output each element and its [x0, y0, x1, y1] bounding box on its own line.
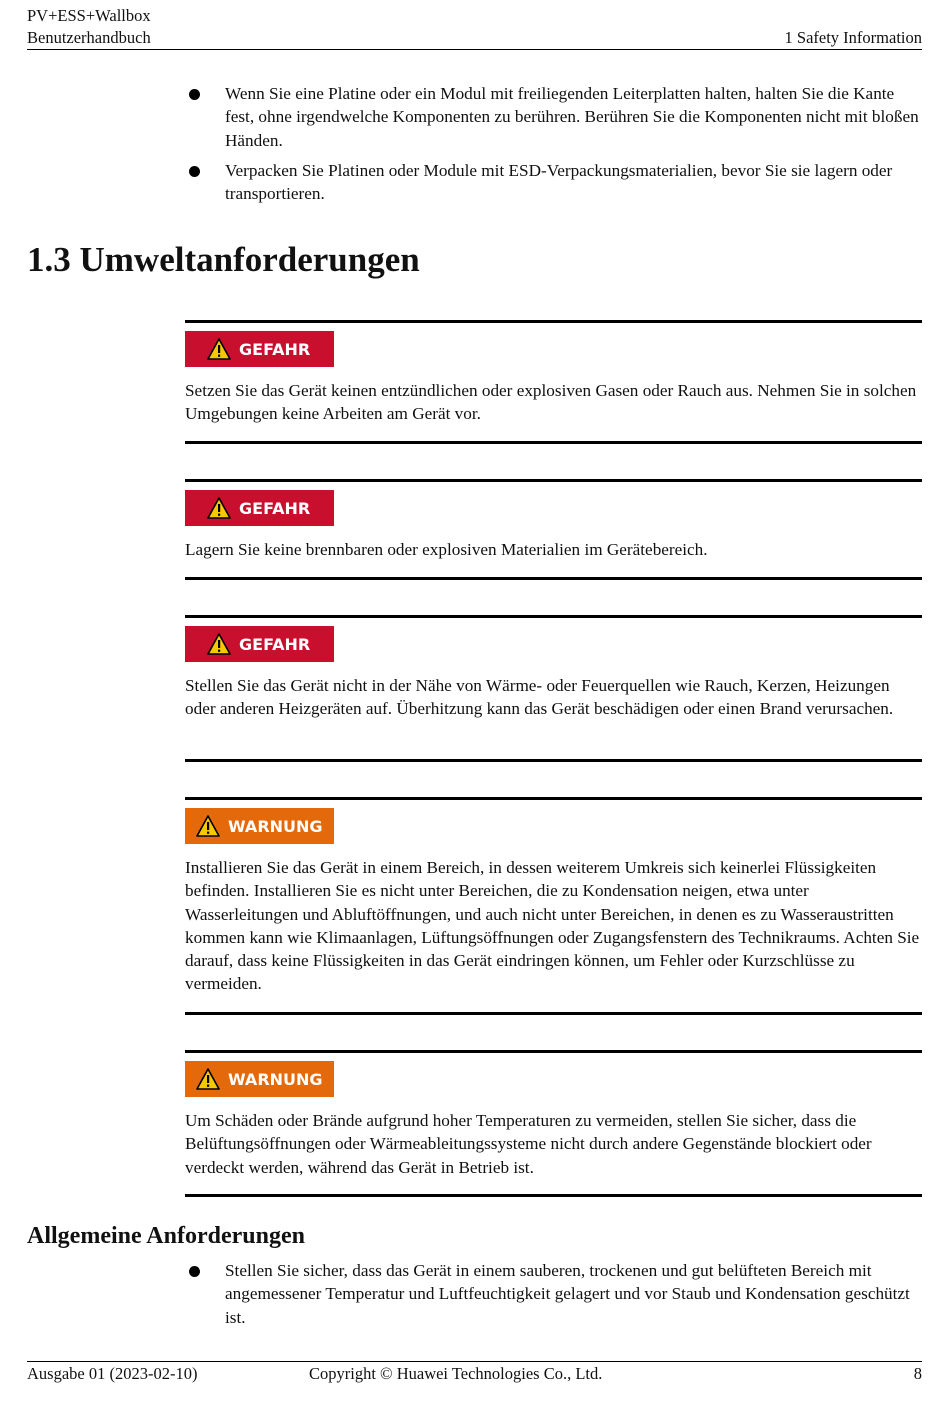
requirements-bullet-list [185, 1259, 922, 1336]
notice-text: Stellen Sie das Gerät nicht in der Nähe von Wärme- oder Feuerquellen wie Rauch, Kerzen, Heizungen oder anderen Heizgeräten auf. Überhitzung kann das Gerät beschädigen oder einen Brand verursachen. [185, 676, 894, 719]
header-doc-type: Benutzerhandbuch [27, 28, 151, 47]
danger-badge [185, 626, 334, 662]
warning-triangle-icon [207, 338, 231, 360]
intro-bullet-list [185, 82, 922, 212]
bullet-icon [189, 166, 200, 177]
header-chapter: 1 Safety Information [784, 28, 922, 47]
page-number: 8 [913, 1364, 922, 1383]
list-item [185, 1259, 922, 1329]
warning-triangle-icon [196, 1068, 220, 1090]
notice-text: Setzen Sie das Gerät keinen entzündlichen oder explosiven Gasen oder Rauch aus. Nehmen Sie in solchen Umgebungen keine Arbeiten am Gerät vor. [185, 381, 917, 424]
warning-label: WARNUNG [228, 1069, 323, 1089]
section-title: 1.3 Umweltanforderungen [27, 240, 420, 279]
warning-badge [185, 1061, 334, 1097]
header-product: PV+ESS+Wallbox [27, 6, 151, 25]
notice-text: Um Schäden oder Brände aufgrund hoher Temperaturen zu vermeiden, stellen Sie sicher, dass die Belüftungsöffnungen oder Wärmeableitungssysteme nicht durch andere Gegenstände blockiert oder verdeckt werden, während das Gerät in Betrieb ist. [185, 1111, 872, 1177]
warning-badge [185, 808, 334, 844]
warning-notice [185, 797, 922, 1015]
notice-text: Installieren Sie das Gerät in einem Bereich, in dessen weiterem Umkreis sich keinerlei Flüssigkeiten befinden. Installieren Sie es nicht unter Bereichen, die zu Kondensation neigen, etwa unter Wasserleitungen und Abluftöffnungen, und auch nicht unter Bereichen, in denen es zu Wasseraustritten kommen kann wie Klimaanlagen, Lüftungsöffnungen oder Zugangsfenstern des Technikraums. Achten Sie darauf, dass keine Flüssigkeiten in das Gerät eindringen können, um Fehler oder Kurzschlüsse zu vermeiden. [185, 858, 920, 994]
list-item-text: Verpacken Sie Platinen oder Module mit ESD-Verpackungsmaterialien, bevor Sie sie lagern oder transportieren. [225, 160, 893, 204]
list-item [185, 82, 922, 152]
warning-label: WARNUNG [228, 816, 323, 836]
page-header [27, 5, 922, 50]
footer-copyright: Copyright © Huawei Technologies Co., Ltd. [309, 1364, 603, 1383]
footer-issue: Ausgabe 01 (2023-02-10) [27, 1364, 198, 1383]
danger-notice [185, 479, 922, 580]
danger-label: GEFAHR [239, 339, 311, 359]
notice-text: Lagern Sie keine brennbaren oder explosiven Materialien im Gerätebereich. [185, 540, 708, 559]
bullet-icon [189, 1266, 200, 1277]
danger-badge [185, 490, 334, 526]
bullet-icon [189, 89, 200, 100]
list-item-text: Stellen Sie sicher, dass das Gerät in einem sauberen, trockenen und gut belüfteten Bereich mit angemessener Temperatur und Luftfeuchtigkeit gelagert und vor Staub und Kondensation geschützt ist. [225, 1261, 910, 1327]
list-item-text: Wenn Sie eine Platine oder ein Modul mit freiliegenden Leiterplatten halten, halten Sie die Kante fest, ohne irgendwelche Komponenten zu berühren. Berühren Sie die Komponenten nicht mit bloßen Händen. [225, 84, 919, 150]
warning-triangle-icon [207, 497, 231, 519]
warning-notice [185, 1050, 922, 1197]
danger-notice [185, 615, 922, 762]
page-footer [27, 1361, 922, 1383]
danger-label: GEFAHR [239, 634, 311, 654]
subsection-title: Allgemeine Anforderungen [27, 1223, 305, 1249]
danger-notice [185, 320, 922, 444]
danger-badge [185, 331, 334, 367]
warning-triangle-icon [207, 633, 231, 655]
danger-label: GEFAHR [239, 498, 311, 518]
header-left [27, 5, 151, 49]
list-item [185, 159, 922, 206]
warning-triangle-icon [196, 815, 220, 837]
